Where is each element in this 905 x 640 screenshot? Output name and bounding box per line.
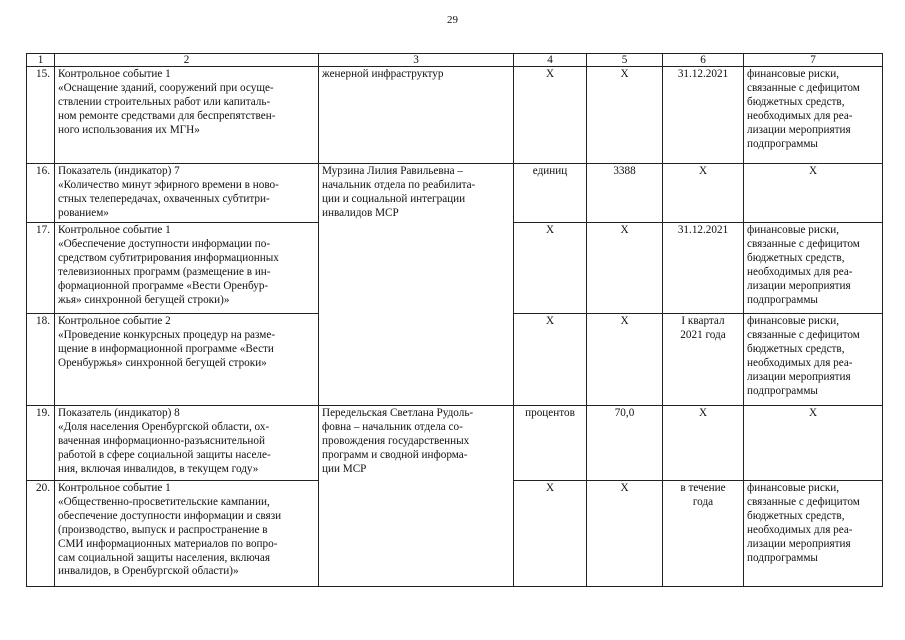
indicators-table (26, 53, 883, 587)
measure-name: Контрольное событие 1 «Оснащение зданий, сооружений при осуще- ствлении строительных работ или капиталь- ном ремонте средствами для беспрепятствен- ного использования их МГН» (55, 67, 319, 164)
measure-name: Контрольное событие 1 «Общественно-просветительские кампании, обеспечение доступности информации и связи (производство, выпуск и распространение в СМИ информационных материалов по вопро- сам социальной защиты населения, включая инвалидов, в Оренбургской области)» (55, 481, 319, 587)
row-number: 17. (27, 223, 55, 314)
value-cell: X (587, 481, 663, 587)
unit-cell: X (514, 67, 587, 164)
deadline-cell: X (663, 406, 744, 481)
unit-cell: X (514, 223, 587, 314)
header-row (27, 54, 883, 67)
unit-cell: процентов (514, 406, 587, 481)
unit-cell: X (514, 481, 587, 587)
page-number: 29 (447, 14, 458, 26)
header-cell: 4 (514, 54, 587, 67)
risks-cell: финансовые риски, связанные с дефицитом бюджетных средств, необходимых для реа- лизации мероприятия подпрограммы (744, 481, 883, 587)
risks-cell: финансовые риски, связанные с дефицитом бюджетных средств, необходимых для реа- лизации мероприятия подпрограммы (744, 223, 883, 314)
row-number: 19. (27, 406, 55, 481)
value-cell: X (587, 314, 663, 406)
table-row (27, 406, 883, 481)
header-cell: 2 (55, 54, 319, 67)
header-cell: 7 (744, 54, 883, 67)
measure-name: Контрольное событие 1 «Обеспечение доступности информации по- средством субтитрирования информационных телевизионных программ (размещение в ин- формационной программе «Вести Оренбур- жья» синхронной бегущей строки)» (55, 223, 319, 314)
responsible-person: женерной инфраструктур (319, 67, 514, 164)
risks-cell: финансовые риски, связанные с дефицитом бюджетных средств, необходимых для реа- лизации мероприятия подпрограммы (744, 314, 883, 406)
deadline-cell: в течение года (663, 481, 744, 587)
measure-name: Показатель (индикатор) 7 «Количество минут эфирного времени в ново- стных телепередачах, охваченных субтитри- рованием» (55, 164, 319, 223)
deadline-cell: 31.12.2021 (663, 223, 744, 314)
table-row (27, 67, 883, 164)
row-number: 15. (27, 67, 55, 164)
deadline-cell: 31.12.2021 (663, 67, 744, 164)
measure-name: Контрольное событие 2 «Проведение конкурсных процедур на разме- щение в информационной программе «Вести Оренбуржья» синхронной бегущей строки» (55, 314, 319, 406)
responsible-person: Передельская Светлана Рудоль- фовна – начальник отдела со- провождения государственных программ и сводной информа- ции МСР (319, 406, 514, 587)
value-cell: 70,0 (587, 406, 663, 481)
value-cell: 3388 (587, 164, 663, 223)
header-cell: 5 (587, 54, 663, 67)
value-cell: X (587, 67, 663, 164)
risks-cell: X (744, 406, 883, 481)
header-cell: 1 (27, 54, 55, 67)
measure-name: Показатель (индикатор) 8 «Доля населения Оренбургской области, ох- ваченная информационно-разъяснительной работой в сфере социальной защиты населе- ния, включая инвалидов, в текущем году» (55, 406, 319, 481)
row-number: 20. (27, 481, 55, 587)
risks-cell: X (744, 164, 883, 223)
deadline-cell: X (663, 164, 744, 223)
unit-cell: X (514, 314, 587, 406)
deadline-cell: I квартал 2021 года (663, 314, 744, 406)
unit-cell: единиц (514, 164, 587, 223)
value-cell: X (587, 223, 663, 314)
responsible-person: Мурзина Лилия Равильевна – начальник отдела по реабилита- ции и социальной интеграции инвалидов МСР (319, 164, 514, 406)
table-row (27, 164, 883, 223)
row-number: 18. (27, 314, 55, 406)
row-number: 16. (27, 164, 55, 223)
header-cell: 3 (319, 54, 514, 67)
header-cell: 6 (663, 54, 744, 67)
risks-cell: финансовые риски, связанные с дефицитом бюджетных средств, необходимых для реа- лизации мероприятия подпрограммы (744, 67, 883, 164)
